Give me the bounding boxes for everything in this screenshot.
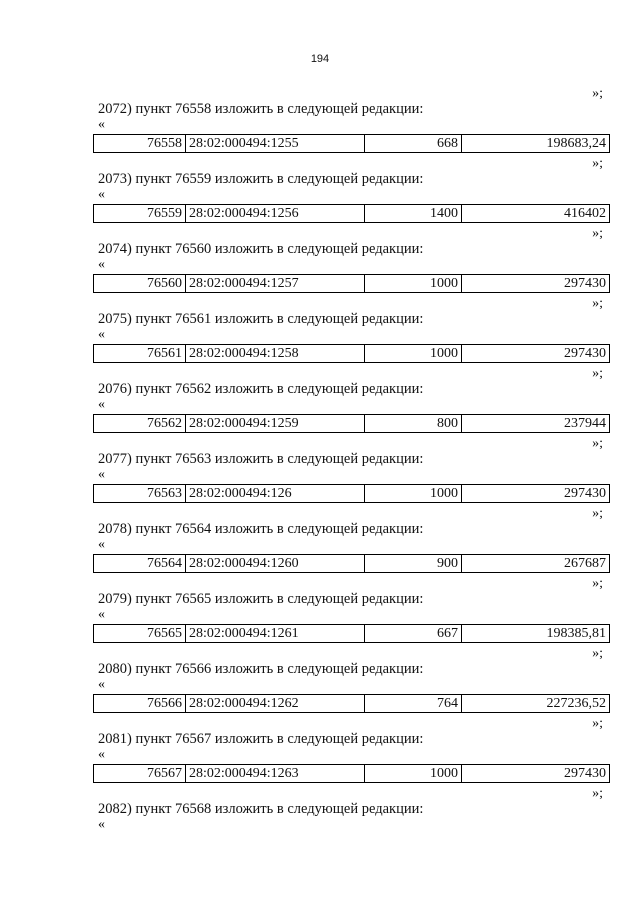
opening-quote: « bbox=[98, 467, 105, 482]
amendment-text: 2078) пункт 76564 изложить в следующей редакции: bbox=[98, 521, 424, 537]
item-number-cell: 76567 bbox=[94, 765, 186, 783]
area-cell: 800 bbox=[365, 415, 462, 433]
item-number-cell: 76563 bbox=[94, 485, 186, 503]
cadastral-number-cell: 28:02:000494:1258 bbox=[186, 345, 365, 363]
amendment-text: 2077) пункт 76563 изложить в следующей редакции: bbox=[98, 451, 424, 467]
amendment-block bbox=[0, 716, 640, 786]
closing-quote: »; bbox=[592, 786, 603, 801]
page-number: 194 bbox=[310, 53, 330, 65]
amendment-block bbox=[0, 86, 640, 156]
cadastral-cost-cell: 297430 bbox=[462, 485, 610, 503]
amendment-text: 2081) пункт 76567 изложить в следующей редакции: bbox=[98, 731, 424, 747]
cadastral-number-cell: 28:02:000494:1263 bbox=[186, 765, 365, 783]
cadastral-cost-cell: 297430 bbox=[462, 275, 610, 293]
amendment-text: 2072) пункт 76558 изложить в следующей редакции: bbox=[98, 101, 424, 117]
cadastral-cost-cell: 227236,52 bbox=[462, 695, 610, 713]
table-row bbox=[94, 415, 610, 433]
area-cell: 1000 bbox=[365, 765, 462, 783]
amendment-text: 2075) пункт 76561 изложить в следующей редакции: bbox=[98, 311, 424, 327]
table-row bbox=[94, 765, 610, 783]
cadastral-number-cell: 28:02:000494:1260 bbox=[186, 555, 365, 573]
table-row bbox=[94, 345, 610, 363]
item-number-cell: 76559 bbox=[94, 205, 186, 223]
cadastral-cost-cell: 416402 bbox=[462, 205, 610, 223]
cadastral-number-cell: 28:02:000494:1261 bbox=[186, 625, 365, 643]
item-number-cell: 76565 bbox=[94, 625, 186, 643]
amendment-text: 2080) пункт 76566 изложить в следующей редакции: bbox=[98, 661, 424, 677]
cadastral-cost-cell: 297430 bbox=[462, 345, 610, 363]
amendment-block bbox=[0, 646, 640, 716]
area-cell: 1400 bbox=[365, 205, 462, 223]
amendment-block bbox=[0, 436, 640, 506]
registry-row-table bbox=[93, 204, 610, 223]
closing-quote: »; bbox=[592, 576, 603, 591]
amendment-text: 2074) пункт 76560 изложить в следующей редакции: bbox=[98, 241, 424, 257]
opening-quote: « bbox=[98, 187, 105, 202]
cadastral-cost-cell: 237944 bbox=[462, 415, 610, 433]
opening-quote: « bbox=[98, 117, 105, 132]
registry-row-table bbox=[93, 484, 610, 503]
amendment-text: 2082) пункт 76568 изложить в следующей редакции: bbox=[98, 801, 424, 817]
registry-row-table bbox=[93, 344, 610, 363]
opening-quote: « bbox=[98, 257, 105, 272]
amendment-text: 2073) пункт 76559 изложить в следующей редакции: bbox=[98, 171, 424, 187]
amendment-block-final bbox=[0, 786, 640, 856]
area-cell: 900 bbox=[365, 555, 462, 573]
opening-quote: « bbox=[98, 327, 105, 342]
table-row bbox=[94, 485, 610, 503]
registry-row-table bbox=[93, 414, 610, 433]
amendment-list bbox=[0, 86, 640, 786]
cadastral-cost-cell: 297430 bbox=[462, 765, 610, 783]
item-number-cell: 76561 bbox=[94, 345, 186, 363]
closing-quote: »; bbox=[592, 646, 603, 661]
table-row bbox=[94, 205, 610, 223]
registry-row-table bbox=[93, 134, 610, 153]
cadastral-number-cell: 28:02:000494:1262 bbox=[186, 695, 365, 713]
amendment-text: 2076) пункт 76562 изложить в следующей редакции: bbox=[98, 381, 424, 397]
closing-quote: »; bbox=[592, 296, 603, 311]
amendment-block bbox=[0, 506, 640, 576]
closing-quote: »; bbox=[592, 156, 603, 171]
area-cell: 1000 bbox=[365, 275, 462, 293]
closing-quote: »; bbox=[592, 506, 603, 521]
item-number-cell: 76564 bbox=[94, 555, 186, 573]
cadastral-number-cell: 28:02:000494:1255 bbox=[186, 135, 365, 153]
area-cell: 1000 bbox=[365, 485, 462, 503]
registry-row-table bbox=[93, 694, 610, 713]
item-number-cell: 76566 bbox=[94, 695, 186, 713]
amendment-text: 2079) пункт 76565 изложить в следующей редакции: bbox=[98, 591, 424, 607]
area-cell: 668 bbox=[365, 135, 462, 153]
amendment-block bbox=[0, 366, 640, 436]
cadastral-cost-cell: 198385,81 bbox=[462, 625, 610, 643]
table-row bbox=[94, 135, 610, 153]
opening-quote: « bbox=[98, 397, 105, 412]
closing-quote: »; bbox=[592, 716, 603, 731]
cadastral-number-cell: 28:02:000494:1259 bbox=[186, 415, 365, 433]
opening-quote: « bbox=[98, 817, 105, 832]
cadastral-cost-cell: 198683,24 bbox=[462, 135, 610, 153]
cadastral-number-cell: 28:02:000494:1257 bbox=[186, 275, 365, 293]
table-row bbox=[94, 275, 610, 293]
registry-row-table bbox=[93, 274, 610, 293]
document-body bbox=[0, 86, 640, 856]
amendment-block bbox=[0, 296, 640, 366]
amendment-block bbox=[0, 156, 640, 226]
closing-quote: »; bbox=[592, 86, 603, 101]
area-cell: 764 bbox=[365, 695, 462, 713]
table-row bbox=[94, 695, 610, 713]
table-row bbox=[94, 555, 610, 573]
registry-row-table bbox=[93, 624, 610, 643]
closing-quote: »; bbox=[592, 436, 603, 451]
amendment-block bbox=[0, 576, 640, 646]
opening-quote: « bbox=[98, 747, 105, 762]
cadastral-cost-cell: 267687 bbox=[462, 555, 610, 573]
area-cell: 667 bbox=[365, 625, 462, 643]
cadastral-number-cell: 28:02:000494:126 bbox=[186, 485, 365, 503]
opening-quote: « bbox=[98, 607, 105, 622]
registry-row-table bbox=[93, 554, 610, 573]
opening-quote: « bbox=[98, 537, 105, 552]
amendment-block bbox=[0, 226, 640, 296]
opening-quote: « bbox=[98, 677, 105, 692]
item-number-cell: 76558 bbox=[94, 135, 186, 153]
closing-quote: »; bbox=[592, 366, 603, 381]
registry-row-table bbox=[93, 764, 610, 783]
table-row bbox=[94, 625, 610, 643]
area-cell: 1000 bbox=[365, 345, 462, 363]
closing-quote: »; bbox=[592, 226, 603, 241]
cadastral-number-cell: 28:02:000494:1256 bbox=[186, 205, 365, 223]
item-number-cell: 76562 bbox=[94, 415, 186, 433]
item-number-cell: 76560 bbox=[94, 275, 186, 293]
